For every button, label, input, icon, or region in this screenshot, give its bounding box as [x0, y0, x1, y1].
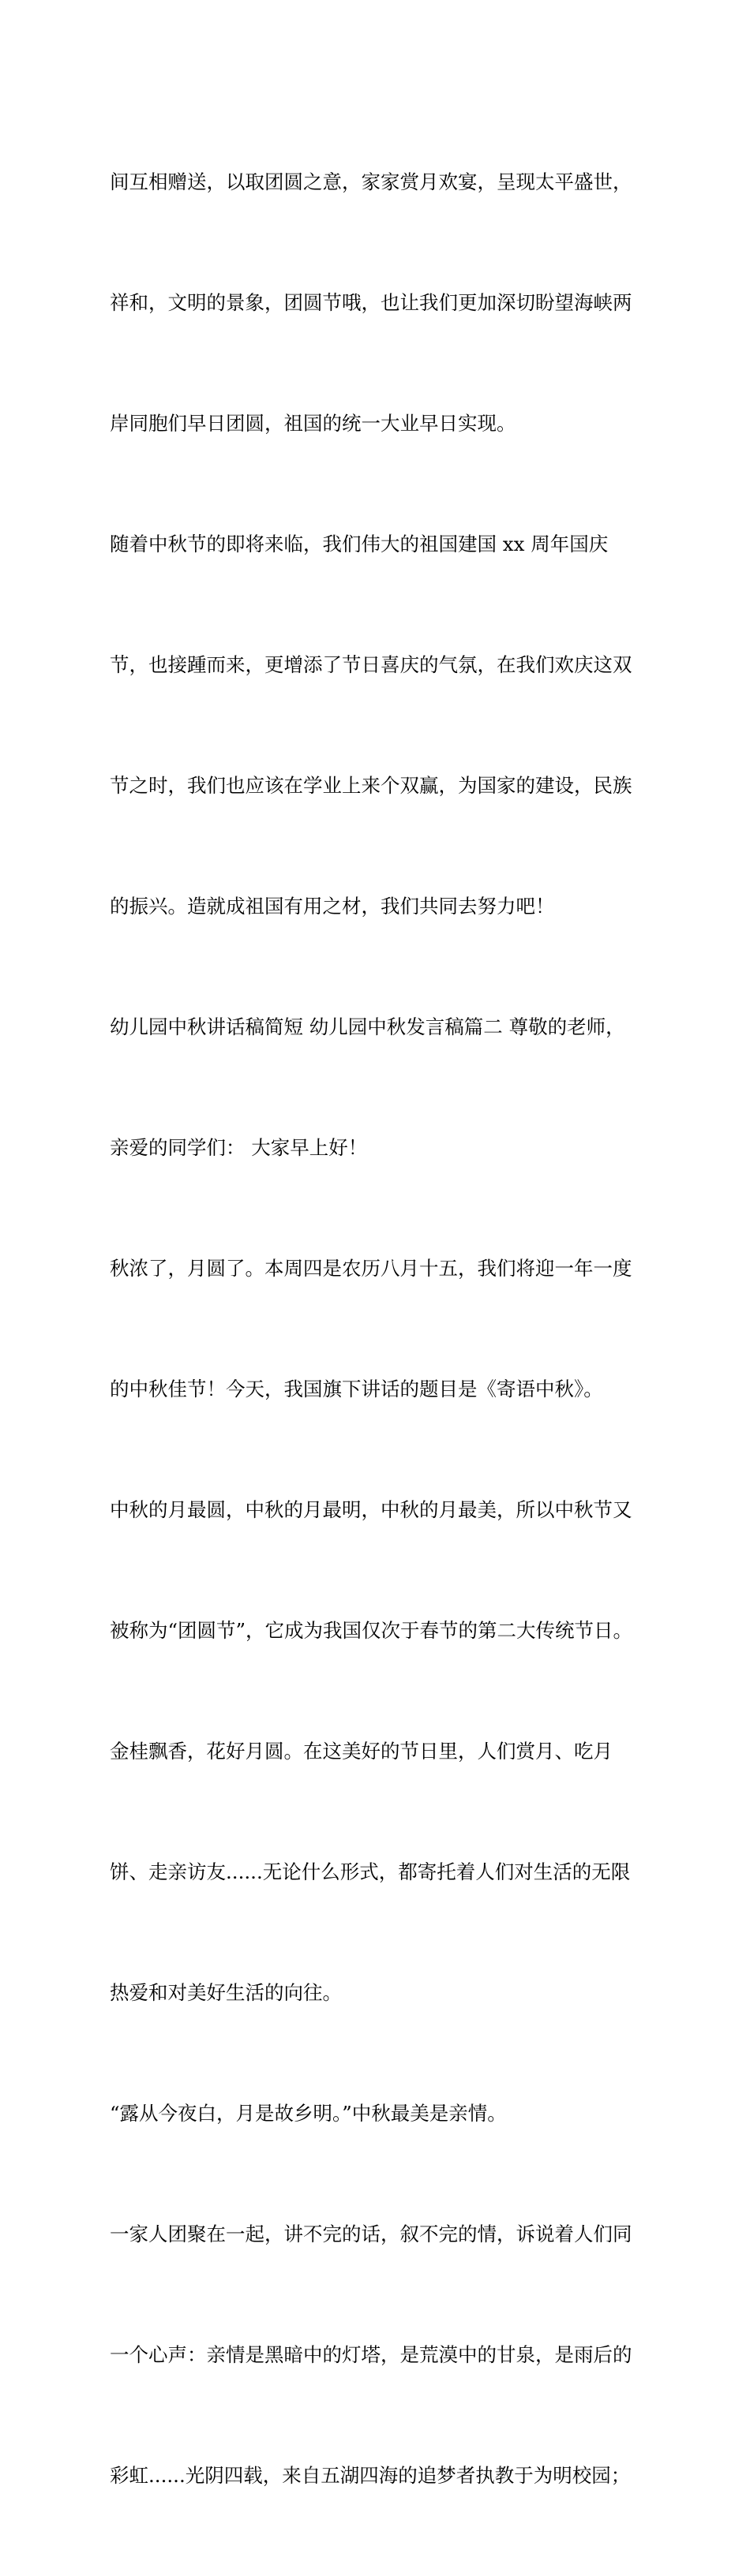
text-line: 被称为“团圆节”，它成为我国仅次于春节的第二大传统节日。: [110, 1619, 633, 1642]
text-line: 金桂飘香，花好月圆。在这美好的节日里，人们赏月、吃月: [110, 1740, 613, 1763]
text-line: 节之时，我们也应该在学业上来个双赢，为国家的建设，民族: [110, 774, 632, 797]
text-line: “露从今夜白，月是故乡明。”中秋最美是亲情。: [110, 2102, 507, 2125]
text-line: 亲爱的同学们： 大家早上好！: [110, 1136, 368, 1159]
text-line: 彩虹......光阴四载，来自五湖四海的追梦者执教于为明校园；: [110, 2464, 631, 2487]
text-line: 间互相赠送，以取团圆之意，家家赏月欢宴，呈现太平盛世，: [110, 170, 632, 193]
text-line: 热爱和对美好生活的向往。: [110, 1981, 342, 2004]
text-line: 中秋的月最圆，中秋的月最明，中秋的月最美，所以中秋节又: [110, 1498, 632, 1521]
text-line: 饼、走亲访友......无论什么形式，都寄托着人们对生活的无限: [110, 1860, 631, 1883]
text-line: 的中秋佳节！今天，我国旗下讲话的题目是《寄语中秋》。: [110, 1378, 603, 1400]
text-line: 幼儿园中秋讲话稿简短 幼儿园中秋发言稿篇二 尊敬的老师，: [110, 1015, 625, 1038]
text-line: 秋浓了，月圆了。本周四是农历八月十五，我们将迎一年一度: [110, 1257, 632, 1280]
text-line: 一个心声：亲情是黑暗中的灯塔，是荒漠中的甘泉，是雨后的: [110, 2343, 632, 2366]
text-line: 的振兴。造就成祖国有用之材，我们共同去努力吧！: [110, 895, 555, 918]
text-line: 岸同胞们早日团圆，祖国的统一大业早日实现。: [110, 412, 516, 435]
text-line: 一家人团聚在一起，讲不完的话，叙不完的情，诉说着人们同: [110, 2223, 632, 2245]
body-text: [110, 81, 654, 2576]
text-line: 节，也接踵而来，更增添了节日喜庆的气氛，在我们欢庆这双: [110, 653, 632, 676]
text-line: 祥和，文明的景象，团圆节哦，也让我们更加深切盼望海峡两: [110, 291, 632, 314]
text-line: 随着中秋节的即将来临，我们伟大的祖国建国 xx 周年国庆: [110, 533, 609, 555]
